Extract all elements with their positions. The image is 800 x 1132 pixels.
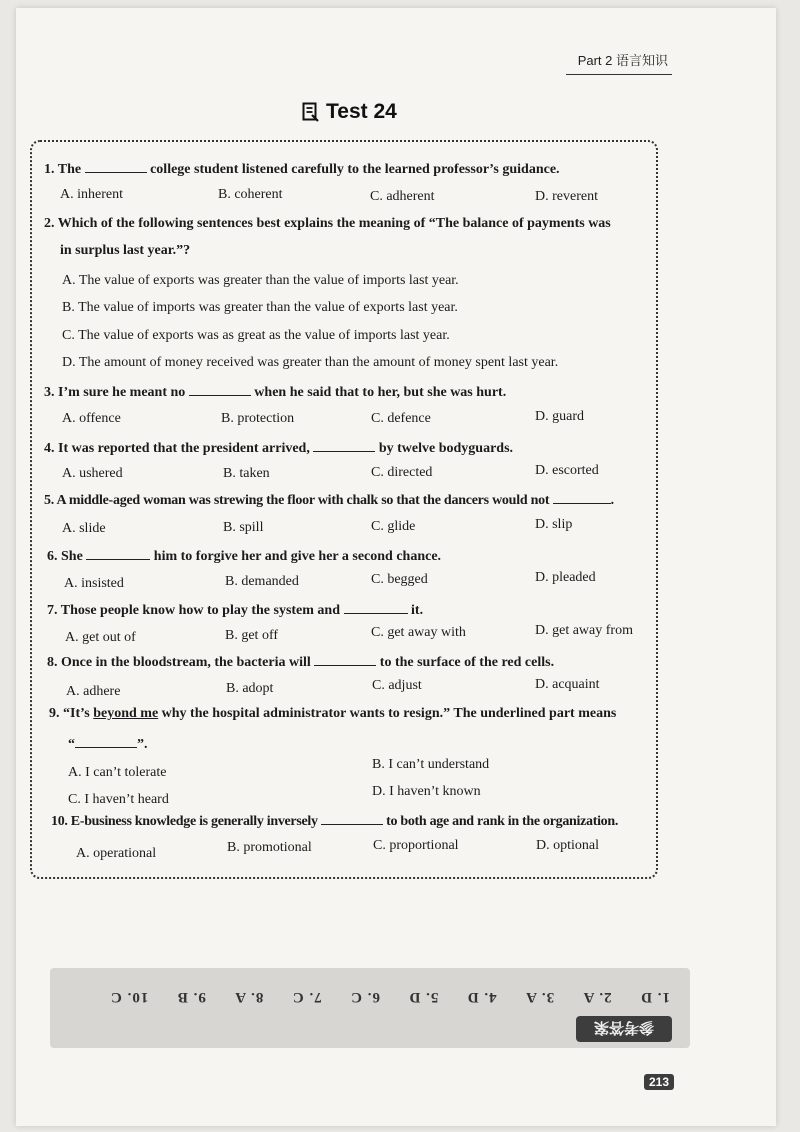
option-d: D. The amount of money received was greater than the amount of money spent last year. [62,355,559,370]
option-c: C. defence [371,411,431,426]
option-d: D. reverent [535,189,598,204]
answer-item: 2. A [582,989,612,1006]
option-d: D. guard [535,409,584,424]
answer-blank [553,491,611,504]
answer-blank [344,601,408,614]
answer-item: 9. B [176,989,206,1006]
question-text: 7. Those people know how to play the system and [47,603,344,618]
option-b: B. get off [225,628,279,643]
option-d: D. get away from [535,623,633,638]
question-text: 3. I’m sure he meant no [44,385,189,400]
option-c: C. get away with [371,625,466,640]
page-title [302,100,397,124]
page-number: 213 [644,1074,674,1090]
question-9 [49,706,616,722]
option-c: C. directed [371,465,433,480]
answer-item: 3. A [525,989,555,1006]
option-a: A. The value of exports was greater than the value of imports last year. [62,273,459,288]
option-d: D. slip [535,517,573,532]
option-d: D. I haven’t known [372,784,481,799]
option-a: A. offence [62,411,121,426]
option-d: D. acquaint [535,677,600,692]
open-quote: “ [68,737,75,752]
answer-item: 1. D [640,989,670,1006]
answer-item: 6. C [350,989,381,1006]
option-a: A. slide [62,521,106,536]
option-c: C. begged [371,572,428,587]
option-b: B. protection [221,411,295,426]
option-a: A. I can’t tolerate [68,765,167,780]
option-b: B. promotional [227,840,312,855]
question-2: 2. Which of the following sentences best explains the meaning of “The balance of payments was [44,216,611,231]
answer-blank [85,160,147,173]
option-c: C. The value of exports was as great as the value of imports last year. [62,328,450,343]
question-3 [44,383,506,401]
option-d: D. escorted [535,463,599,478]
option-b: B. spill [223,520,264,535]
question-5 [44,491,614,509]
question-9-cont [68,735,148,753]
question-text: when he said that to her, but she was hurt. [250,385,507,400]
question-text: to the surface of the red cells. [376,655,555,670]
question-text: to both age and rank in the organization. [382,814,619,829]
question-text: college student listened carefully to the learned professor’s guidance. [146,162,560,177]
answer-item: 10. C [110,989,149,1006]
answer-item: 8. A [234,989,264,1006]
answer-key-label: 参考答案 [576,1016,672,1042]
question-text: . [610,493,614,508]
option-a: A. adhere [66,684,121,699]
option-c: C. I haven’t heard [68,792,169,807]
question-4 [44,439,513,457]
question-8 [47,653,554,671]
document-icon [302,102,320,122]
question-text: 1. The [44,162,85,177]
question-10 [51,812,618,830]
question-text: him to forgive her and give her a second chance. [150,549,442,564]
section-header: Part 2 语言知识 [566,50,672,75]
answer-blank [313,439,375,452]
option-c: C. proportional [373,838,459,853]
close-quote: ”. [137,737,148,752]
answer-blank [189,383,251,396]
answer-blank [86,547,150,560]
option-a: A. get out of [65,630,136,645]
option-a: A. operational [76,846,157,861]
question-2-cont: in surplus last year.”? [60,243,191,258]
option-a: A. ushered [62,466,123,481]
question-text: 8. Once in the bloodstream, the bacteria will [47,655,315,670]
option-d: D. pleaded [535,570,596,585]
option-c: C. glide [371,519,416,534]
answer-key-list [110,983,670,1011]
option-b: B. coherent [218,187,283,202]
option-a: A. inherent [60,187,123,202]
question-text: why the hospital administrator wants to resign.” The underlined part means [158,706,617,721]
option-a: A. insisted [64,576,124,591]
question-text: 9. “It’s [49,706,94,721]
answer-item: 7. C [291,989,322,1006]
question-text: 4. It was reported that the president arrived, [44,441,314,456]
option-d: D. optional [536,838,599,853]
question-text: 5. A middle-aged woman was strewing the floor with chalk so that the dancers would not [44,493,553,508]
question-text: 10. E-business knowledge is generally inversely [51,814,321,829]
option-b: B. demanded [225,574,299,589]
answer-blank [321,812,383,825]
question-1 [44,160,560,178]
option-c: C. adjust [372,678,422,693]
test-title: Test 24 [326,100,397,123]
option-b: B. taken [223,466,270,481]
answer-item: 4. D [466,989,497,1006]
question-7 [47,601,423,619]
underlined-phrase: beyond me [93,706,159,721]
option-b: B. The value of imports was greater than the value of exports last year. [62,300,458,315]
option-b: B. adopt [226,681,274,696]
answer-item: 5. D [408,989,439,1006]
question-text: 6. She [47,549,87,564]
option-c: C. adherent [370,189,435,204]
answer-blank [75,735,137,748]
answer-blank [314,653,376,666]
question-text: it. [407,603,424,618]
question-6 [47,547,441,565]
question-text: by twelve bodyguards. [375,441,514,456]
option-b: B. I can’t understand [372,757,490,772]
